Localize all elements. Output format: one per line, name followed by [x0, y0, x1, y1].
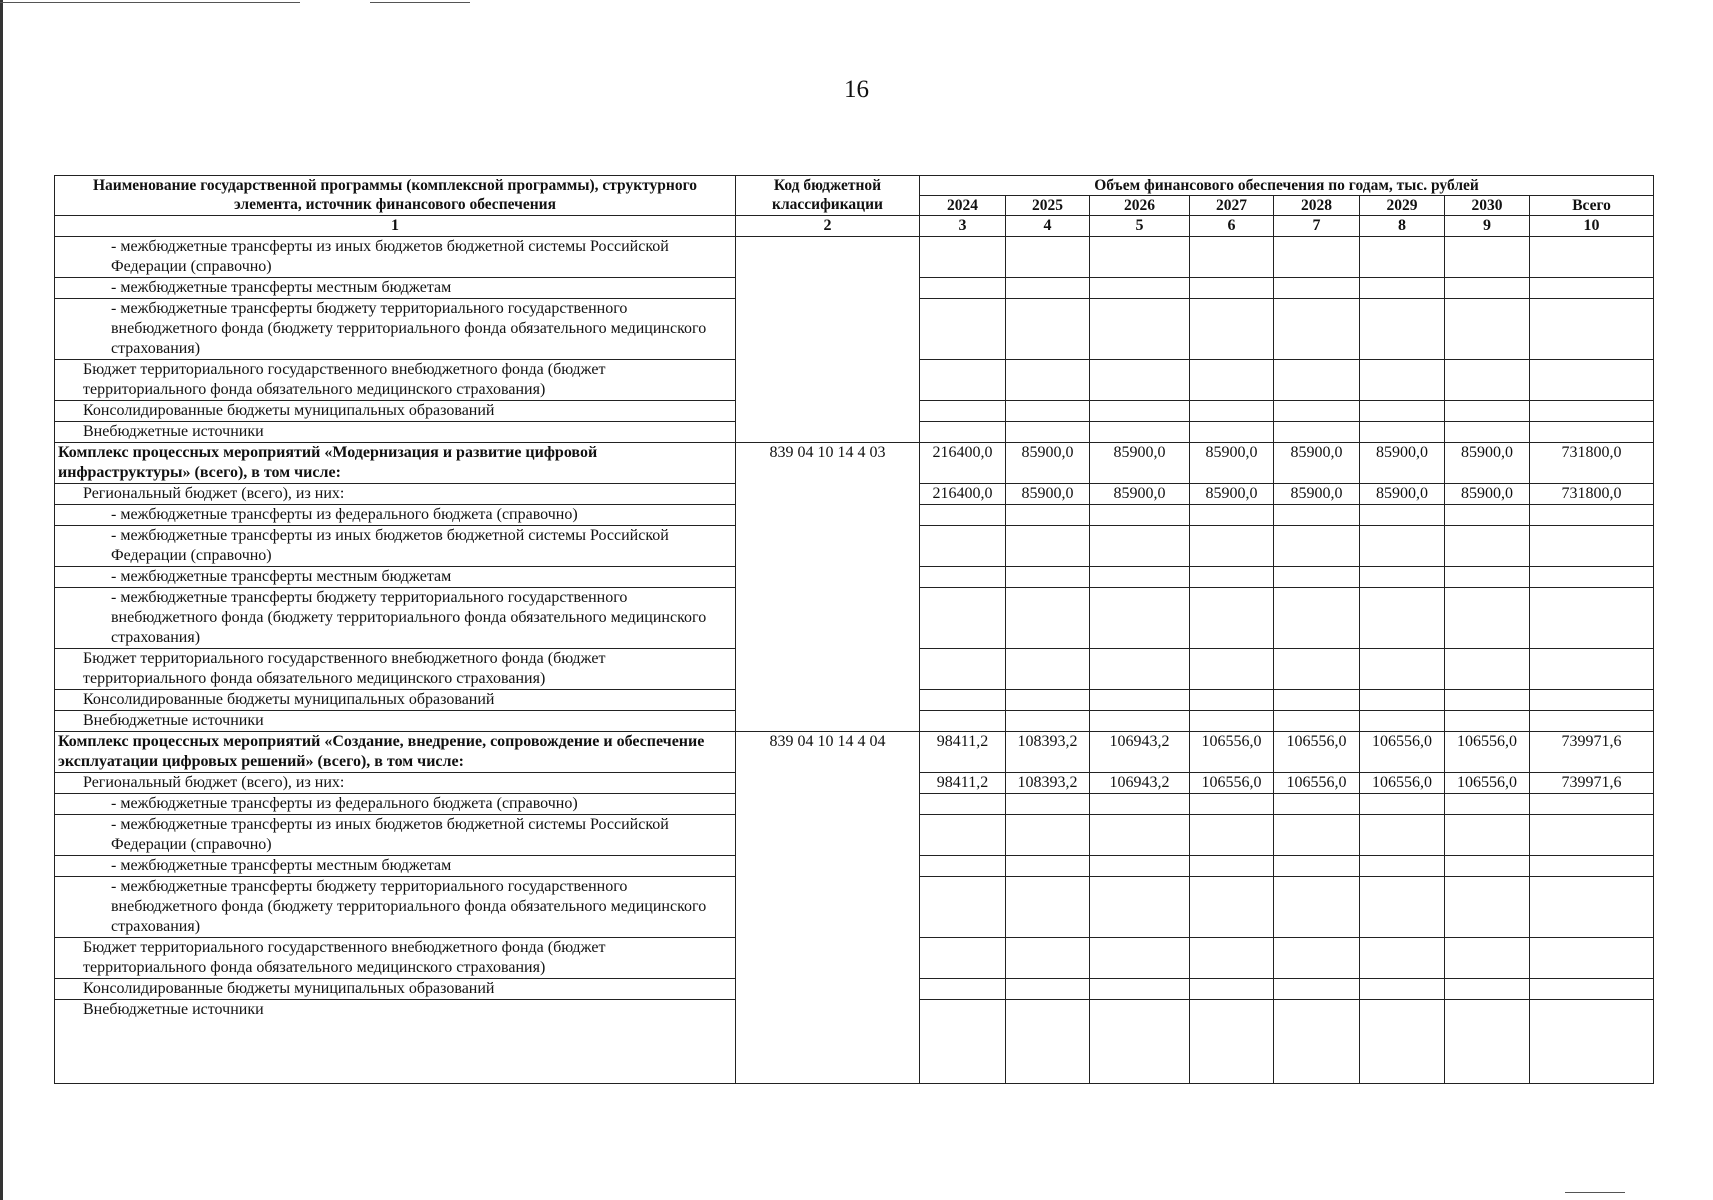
column-number: 9 — [1445, 216, 1530, 237]
value-cell: 85900,0 — [1445, 484, 1530, 505]
header-year: 2026 — [1090, 196, 1190, 216]
column-number: 1 — [55, 216, 736, 237]
value-cell: 85900,0 — [1006, 443, 1090, 484]
program-title: Комплекс процессных мероприятий «Модернизация и развитие цифровой инфраструктуры» (всего), в том числе: — [55, 443, 736, 484]
budget-code: 839 04 10 14 4 04 — [736, 732, 920, 1084]
value-cell: 106556,0 — [1360, 732, 1445, 773]
header-year: 2028 — [1274, 196, 1360, 216]
value-cell: 216400,0 — [920, 484, 1006, 505]
value-cell: 106556,0 — [1190, 773, 1274, 794]
header-year: 2030 — [1445, 196, 1530, 216]
code-cell-empty — [736, 237, 920, 443]
value-cell: 85900,0 — [1360, 443, 1445, 484]
row-label: Бюджет территориального государственного внебюджетного фонда (бюджет территориального фонда обязательного медицинского страхования) — [55, 938, 736, 979]
header-year: 2024 — [920, 196, 1006, 216]
row-label: Консолидированные бюджеты муниципальных образований — [55, 979, 736, 1000]
row-label: Внебюджетные источники — [55, 711, 736, 732]
row-label: - межбюджетные трансферты местным бюджетам — [55, 278, 736, 299]
column-number: 10 — [1530, 216, 1654, 237]
header-volume: Объем финансового обеспечения по годам, тыс. рублей — [920, 176, 1654, 196]
row-label: - межбюджетные трансферты из федерального бюджета (справочно) — [55, 794, 736, 815]
table-row — [55, 237, 1654, 278]
value-cell: 85900,0 — [1190, 484, 1274, 505]
program-title: Комплекс процессных мероприятий «Создание, внедрение, сопровождение и обеспечение эксплуатации цифровых решений» (всего), в том числе: — [55, 732, 736, 773]
value-cell: 731800,0 — [1530, 443, 1654, 484]
row-label: - межбюджетные трансферты бюджету территориального государственного внебюджетного фонда (бюджету территориального фонда обязательного медицинского страхования) — [55, 877, 736, 938]
budget-code: 839 04 10 14 4 03 — [736, 443, 920, 732]
column-number: 5 — [1090, 216, 1190, 237]
value-cell: 85900,0 — [1445, 443, 1530, 484]
row-label: - межбюджетные трансферты местным бюджетам — [55, 856, 736, 877]
value-cell: 731800,0 — [1530, 484, 1654, 505]
scan-artifact — [0, 2, 300, 3]
column-number: 2 — [736, 216, 920, 237]
value-cell: 85900,0 — [1274, 443, 1360, 484]
value-cell: 108393,2 — [1006, 773, 1090, 794]
value-cell: 106943,2 — [1090, 732, 1190, 773]
header-year: 2027 — [1190, 196, 1274, 216]
header-name: Наименование государственной программы (комплексной программы), структурного элемента, источник финансового обеспечения — [55, 176, 736, 216]
value-cell: 98411,2 — [920, 732, 1006, 773]
row-label: Бюджет территориального государственного внебюджетного фонда (бюджет территориального фонда обязательного медицинского страхования) — [55, 360, 736, 401]
header-year: 2025 — [1006, 196, 1090, 216]
value-cell: 739971,6 — [1530, 732, 1654, 773]
scan-artifact — [1565, 1192, 1625, 1193]
row-label: - межбюджетные трансферты из иных бюджетов бюджетной системы Российской Федерации (справочно) — [55, 815, 736, 856]
row-label: Региональный бюджет (всего), из них: — [55, 484, 736, 505]
column-number: 6 — [1190, 216, 1274, 237]
header-year: 2029 — [1360, 196, 1445, 216]
value-cell: 216400,0 — [920, 443, 1006, 484]
page-number: 16 — [844, 76, 869, 103]
value-cell: 85900,0 — [1090, 484, 1190, 505]
budget-table — [54, 175, 1654, 1084]
scan-artifact — [370, 2, 470, 3]
table-row — [55, 443, 1654, 484]
value-cell: 85900,0 — [1006, 484, 1090, 505]
table-row — [55, 732, 1654, 773]
column-number: 4 — [1006, 216, 1090, 237]
value-cell: 85900,0 — [1090, 443, 1190, 484]
value-cell: 85900,0 — [1274, 484, 1360, 505]
scan-edge — [0, 0, 3, 1200]
row-label: Бюджет территориального государственного внебюджетного фонда (бюджет территориального фонда обязательного медицинского страхования) — [55, 649, 736, 690]
row-label: Консолидированные бюджеты муниципальных образований — [55, 690, 736, 711]
value-cell: 85900,0 — [1190, 443, 1274, 484]
row-label: - межбюджетные трансферты из федерального бюджета (справочно) — [55, 505, 736, 526]
column-number: 8 — [1360, 216, 1445, 237]
header-code: Код бюджетной классификации — [736, 176, 920, 216]
value-cell: 108393,2 — [1006, 732, 1090, 773]
value-cell: 106556,0 — [1445, 732, 1530, 773]
value-cell: 106556,0 — [1445, 773, 1530, 794]
row-label: - межбюджетные трансферты бюджету территориального государственного внебюджетного фонда (бюджету территориального фонда обязательного медицинского страхования) — [55, 299, 736, 360]
value-cell: 106556,0 — [1274, 732, 1360, 773]
value-cell: 106556,0 — [1360, 773, 1445, 794]
row-label: - межбюджетные трансферты из иных бюджетов бюджетной системы Российской Федерации (справочно) — [55, 237, 736, 278]
column-numbers-row — [55, 216, 1654, 237]
row-label: - межбюджетные трансферты местным бюджетам — [55, 567, 736, 588]
value-cell: 98411,2 — [920, 773, 1006, 794]
value-cell: 106943,2 — [1090, 773, 1190, 794]
column-number: 3 — [920, 216, 1006, 237]
row-label: - межбюджетные трансферты бюджету территориального государственного внебюджетного фонда (бюджету территориального фонда обязательного медицинского страхования) — [55, 588, 736, 649]
row-label: Внебюджетные источники — [55, 422, 736, 443]
column-number: 7 — [1274, 216, 1360, 237]
row-label: Консолидированные бюджеты муниципальных образований — [55, 401, 736, 422]
value-cell: 106556,0 — [1190, 732, 1274, 773]
value-cell: 739971,6 — [1530, 773, 1654, 794]
row-label: - межбюджетные трансферты из иных бюджетов бюджетной системы Российской Федерации (справочно) — [55, 526, 736, 567]
row-label: Региональный бюджет (всего), из них: — [55, 773, 736, 794]
value-cell: 106556,0 — [1274, 773, 1360, 794]
value-cell: 85900,0 — [1360, 484, 1445, 505]
header-year: Всего — [1530, 196, 1654, 216]
row-label: Внебюджетные источники — [55, 1000, 736, 1084]
